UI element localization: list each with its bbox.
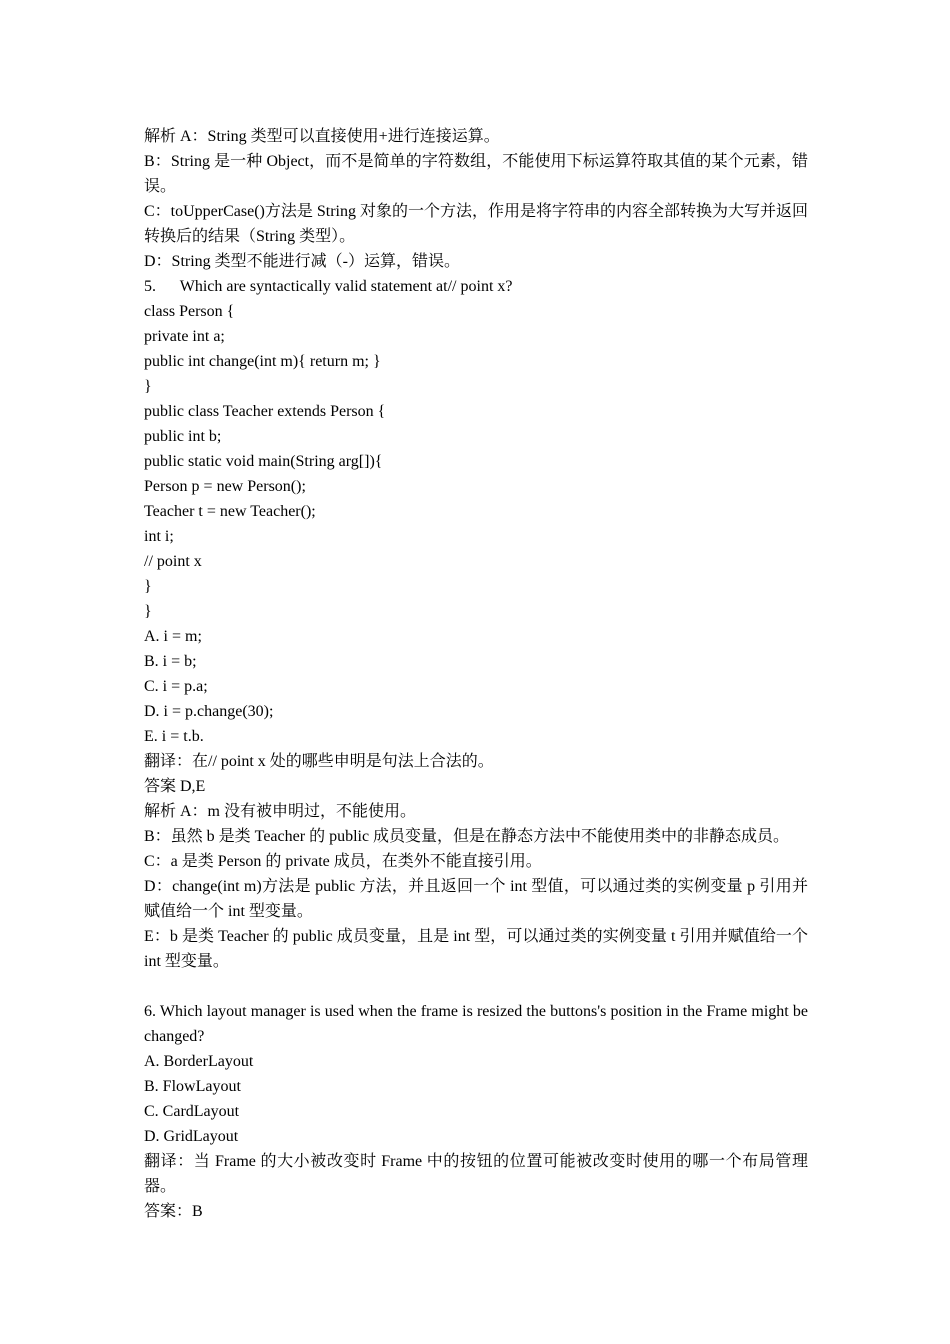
option-c: C. i = p.a; [144,678,208,695]
explanation-a-line: 解析 A：m 没有被申明过，不能使用。 [144,803,417,820]
question-6-heading: 6. Which layout manager is used when the frame is resized the buttons's position in the Frame might be changed? [144,1003,812,1045]
option-d: D. GridLayout [144,1128,239,1145]
translation-line: 翻译：在// point x 处的哪些申明是句法上合法的。 [144,753,494,770]
answer-line: 答案 D,E [144,778,206,795]
option-a: A. i = m; [144,628,202,645]
code-line: private int a; [144,328,225,345]
code-line: } [144,603,152,620]
option-b: B. FlowLayout [144,1078,241,1095]
explanation-e-line: E：b 是类 Teacher 的 public 成员变量，且是 int 型，可以通过类的实例变量 t 引用并赋值给一个 int 型变量。 [144,928,812,970]
option-b: B. i = b; [144,653,197,670]
explanation-d-line: D：String 类型不能进行减（-）运算，错误。 [144,253,461,270]
explanation-c-line: C：a 是类 Person 的 private 成员，在类外不能直接引用。 [144,853,542,870]
code-line: class Person { [144,303,235,320]
explanation-c-line: C：toUpperCase()方法是 String 对象的一个方法，作用是将字符串的内容全部转换为大写并返回转换后的结果（String 类型）。 [144,203,808,245]
code-line: // point x [144,553,202,570]
code-line: Teacher t = new Teacher(); [144,503,316,520]
answer-line: 答案：B [144,1203,203,1220]
option-d: D. i = p.change(30); [144,703,274,720]
blank-line [144,974,808,999]
option-c: C. CardLayout [144,1103,240,1120]
code-line: public static void main(String arg[]){ [144,453,383,470]
explanation-b-line: B：String 是一种 Object，而不是简单的字符数组，不能使用下标运算符取其值的某个元素，错误。 [144,153,808,195]
code-line: Person p = new Person(); [144,478,306,495]
option-e: E. i = t.b. [144,728,204,745]
explanation-b-line: B：虽然 b 是类 Teacher 的 public 成员变量，但是在静态方法中不能使用类中的非静态成员。 [144,828,790,845]
code-line: } [144,378,152,395]
code-line: } [144,578,152,595]
code-line: public int change(int m){ return m; } [144,353,381,370]
translation-line: 翻译：当 Frame 的大小被改变时 Frame 中的按钮的位置可能被改变时使用的哪一个布局管理器。 [144,1153,808,1195]
question-5-heading: 5. Which are syntactically valid statement at// point x? [144,278,513,295]
explanation-d-line: D：change(int m)方法是 public 方法，并且返回一个 int 型值，可以通过类的实例变量 p 引用并赋值给一个 int 型变量。 [144,878,808,920]
document-page [144,124,812,1224]
code-line: public int b; [144,428,222,445]
option-a: A. BorderLayout [144,1053,254,1070]
code-line: public class Teacher extends Person { [144,403,386,420]
explanation-a-line: 解析 A：String 类型可以直接使用+进行连接运算。 [144,128,500,145]
code-line: int i; [144,528,174,545]
